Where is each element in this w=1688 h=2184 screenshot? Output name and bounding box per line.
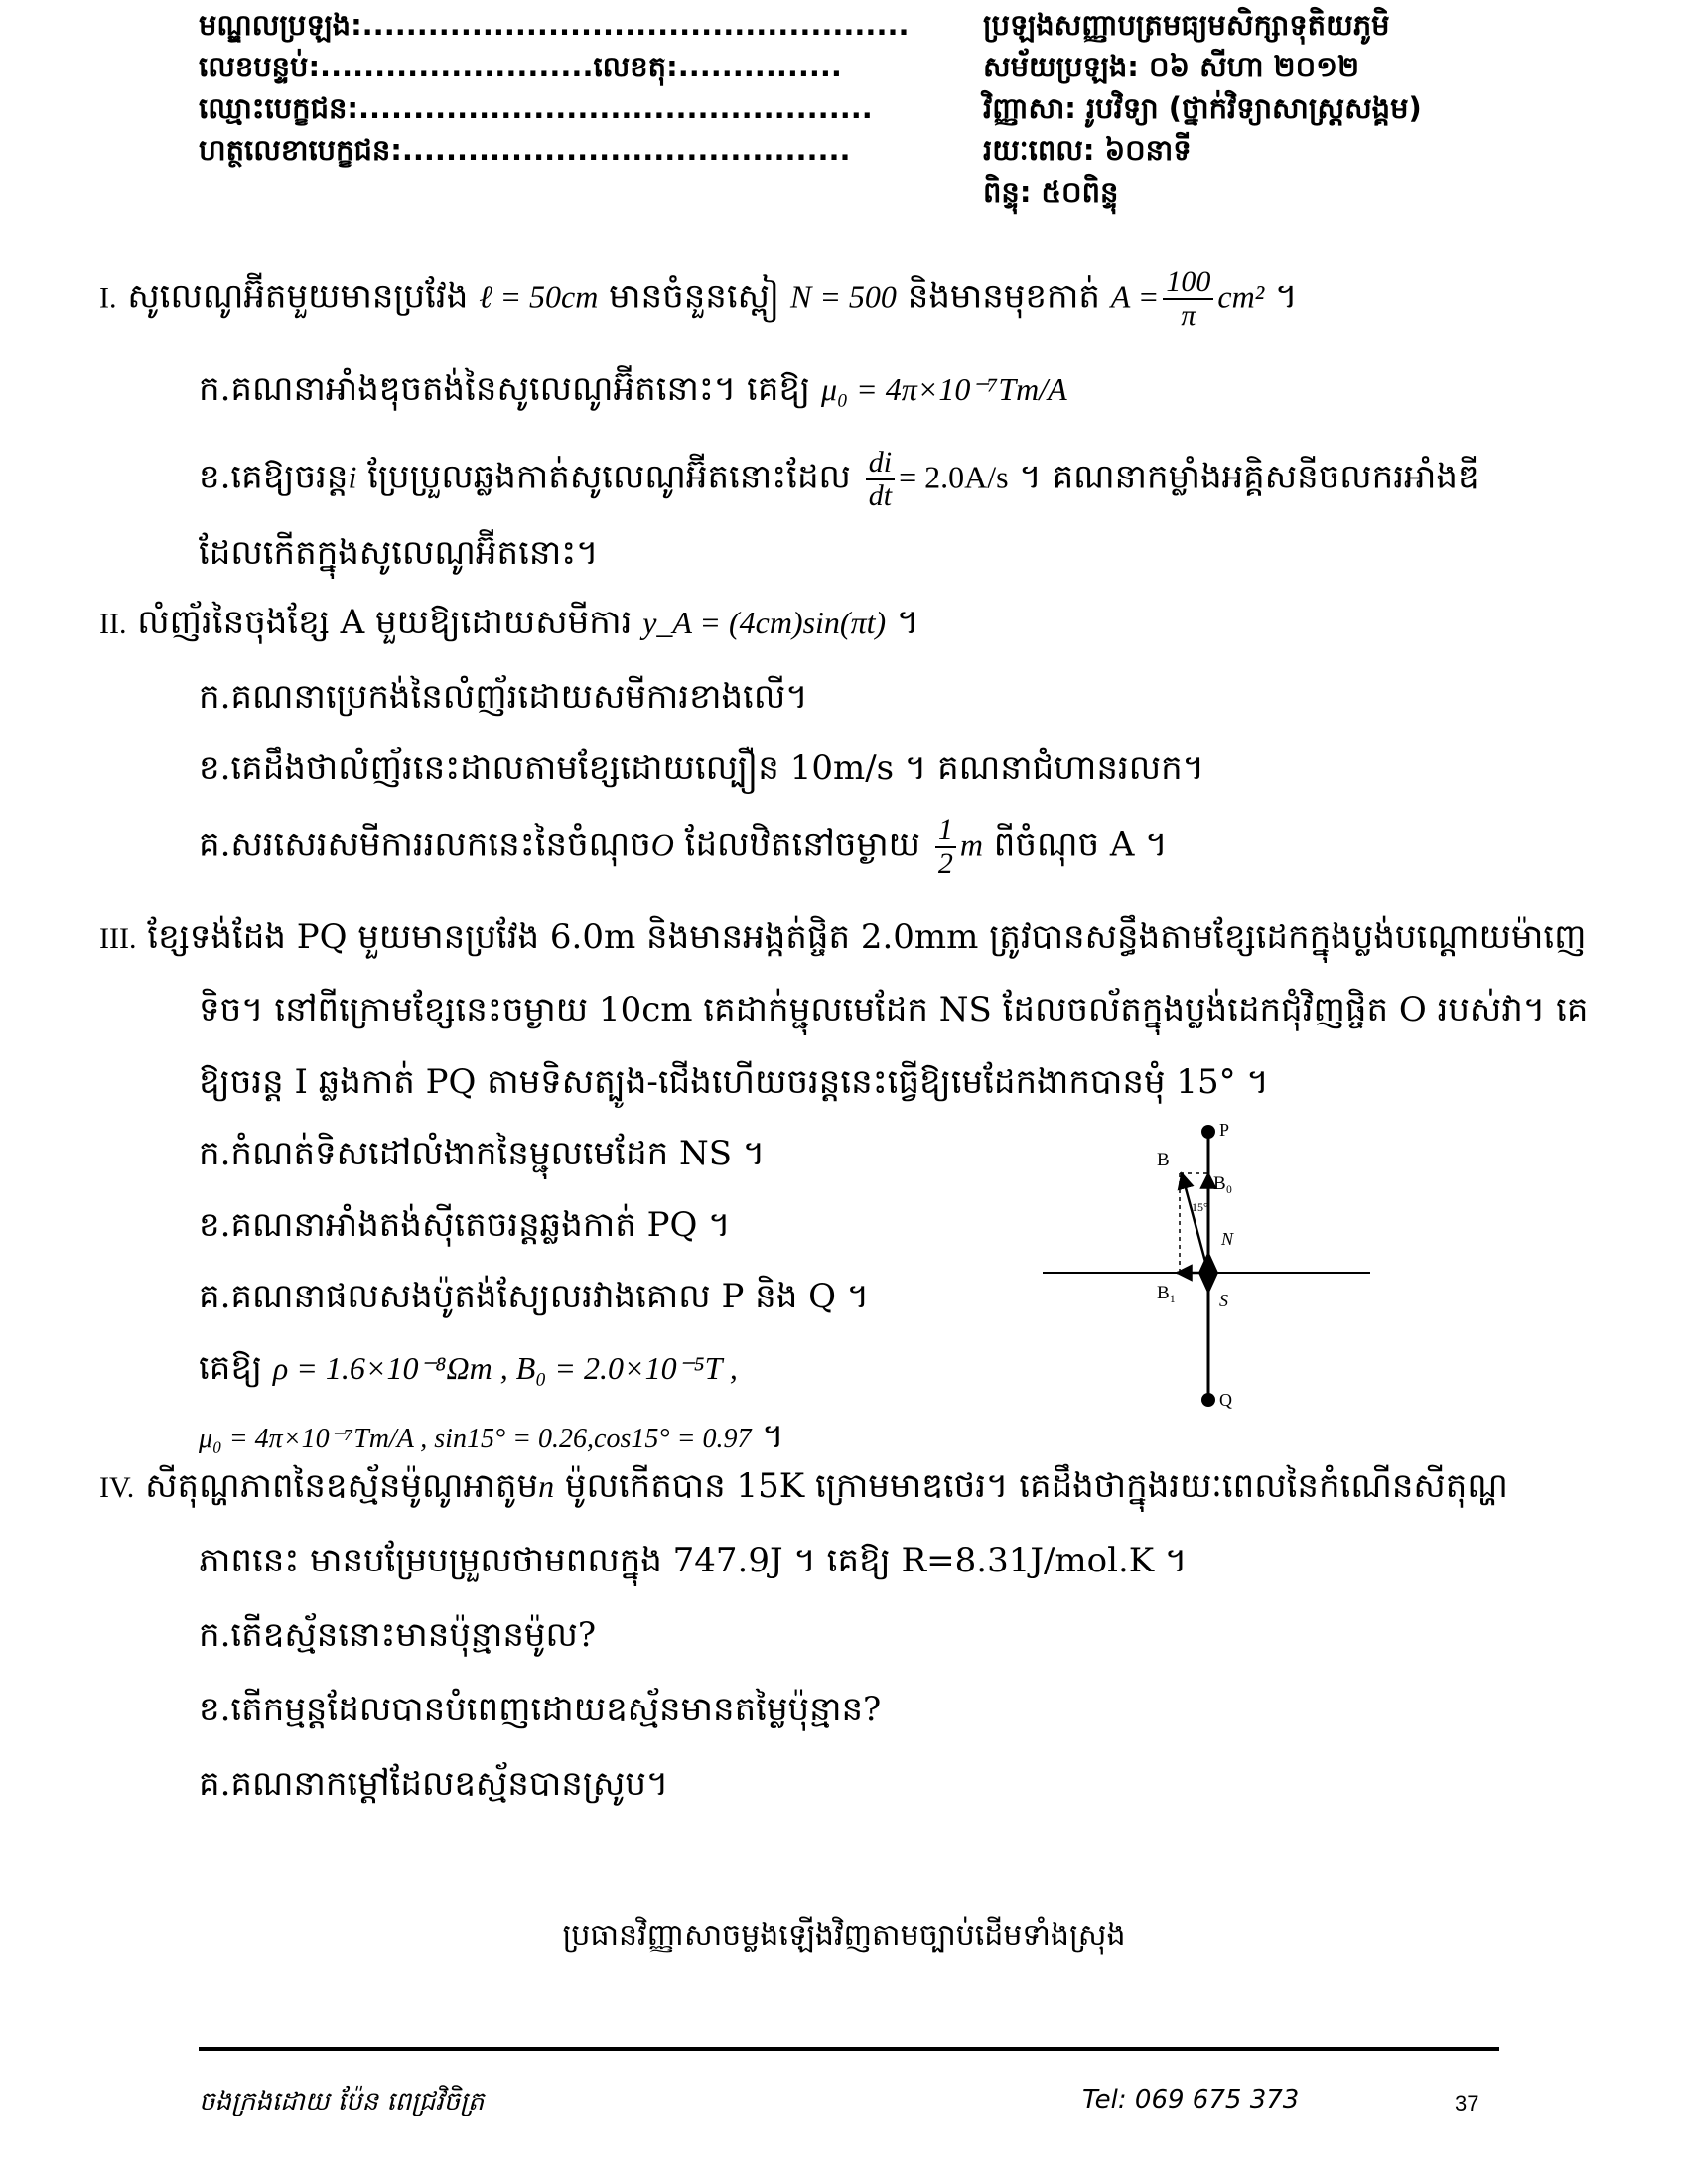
question-4-part-a: ក.តើឧស្ម័ននោះមានប៉ុន្មានម៉ូល? [199, 1615, 597, 1655]
area-fraction: $\frac{100}{\pi}$ [1163, 266, 1213, 331]
label-n: N [1221, 1229, 1234, 1249]
question-3-line-2: ទិច។ នៅពីក្រោមខ្សែនេះចម្ងាយ 10cm គេដាក់ម្ជុលមេដែក NS ដែលចល័តក្នុងប្លង់ដេកជុំវិញផ្ចិត O របស់វា។ គេ [199, 990, 1589, 1029]
question-3-line-1: III. ខ្សែទង់ដែង PQ មួយមានប្រវែង 6.0m និងមានអង្កត់ផ្ចិត 2.0mm ត្រូវបានសន្ធឹងតាមខ្សែដេកក្នុងប្លង់បណ្តោយម៉ាញេ [99, 917, 1587, 957]
exam-score: ពិន្ទុ: ៥០ពិន្ទុ [983, 175, 1119, 208]
footer-author: ចងក្រងដោយ ប៉ែន ពេជ្រវិចិត្រ [199, 2087, 485, 2116]
compass-needle-diagram [1033, 1112, 1390, 1430]
question-1-part-a: ក.គណនាអាំងឌុចតង់នៃសូលេណូអ៊ីតនោះ។ គេឱ្យ μ₀ = 4π×10⁻⁷Tm/A [199, 369, 1067, 409]
label-bo: B₀ [1213, 1173, 1233, 1194]
label-angle: 15° [1192, 1200, 1208, 1214]
label-b: B [1157, 1150, 1170, 1170]
label-q: Q [1219, 1390, 1232, 1410]
question-number: I. [99, 281, 117, 315]
half-fraction: $\frac{1}{2}$ [935, 814, 956, 879]
question-3-given-1: គេឱ្យ ρ = 1.6×10⁻⁸Ωm , B₀ = 2.0×10⁻⁵T , [199, 1348, 738, 1388]
exam-date: សម័យប្រឡង: ០៦ សីហា ២០១២ [983, 50, 1360, 83]
page-number: 37 [1455, 2091, 1479, 2116]
question-1-part-b-line2: ដែលកើតក្នុងសូលេណូអ៊ីតនោះ។ [199, 533, 599, 573]
question-2-part-b: ខ.គេដឹងថាលំញ័រនេះដាលតាមខ្សែដោយល្បឿន 10m/s ។ គណនាជំហានរលក។ [199, 749, 1205, 788]
candidate-signature-field: ហត្ថលេខាបេក្ខជន:......................................... [199, 133, 851, 167]
point-p [1201, 1125, 1215, 1139]
point-q [1201, 1393, 1215, 1407]
exam-center-field: មណ្ឌលប្រឡង:.................................................. [199, 8, 910, 42]
question-4-line-1: IV. សីតុណ្ហភាពនៃឧស្ម័នម៉ូណូអាតូមn ម៉ូលកើតបាន 15K ក្រោមមាឌថេរ។ គេដឹងថាក្នុងរយៈពេលនៃកំណើនសីតុណ្ហ [99, 1466, 1508, 1506]
question-1-intro: I. សូលេណូអ៊ីតមួយមានប្រវែង ℓ = 50cm មានចំនួនស្ពៀ N = 500 និងមានមុខកាត់ A = $\frac{100}{\pi}$ cm² ។ [99, 265, 1298, 332]
question-2-part-c: គ.សរសេរសមីការរលកនេះនៃចំណុចO ដែលឋិតនៅចម្ងាយ $\frac{1}{2}$ m ពីចំណុច A ។ [199, 813, 1168, 880]
label-s: S [1219, 1291, 1228, 1310]
vector-b [1182, 1173, 1208, 1273]
candidate-name-field: ឈ្មោះបេក្ខជន:............................................... [199, 91, 873, 125]
footer-rule [199, 2047, 1499, 2051]
exam-subject: វិញ្ញាសា: រូបវិទ្យា (ថ្នាក់វិទ្យាសាស្ត្រសង្គម) [983, 91, 1422, 125]
question-1-part-b: ខ.គេឱ្យចរន្តi ប្រែប្រួលឆ្លងកាត់សូលេណូអ៊ីតនោះដែល $\frac{di}{dt}$ = 2.0A/s ។ គណនាកម្លាំងអគ្គិសនីចលករអាំងឌី [199, 446, 1479, 512]
label-p: P [1219, 1120, 1230, 1140]
question-4-part-c: គ.គណនាកម្តៅដែលឧស្ម័នបានស្រូប។ [199, 1764, 669, 1804]
exam-duration: រយៈពេល: ៦០នាទី [983, 133, 1192, 167]
question-2-intro: II. លំញ័រនៃចុងខ្សែ A មួយឱ្យដោយសមីការ y_A = (4cm)sin(πt) ។ [99, 603, 919, 642]
label-b1: B₁ [1157, 1283, 1177, 1303]
question-3-part-b: ខ.គណនាអាំងតង់ស៊ីតេចរន្តឆ្លងកាត់ PQ ។ [199, 1205, 731, 1245]
footer-tel: Tel: 069 675 373 [1082, 2085, 1300, 2115]
question-3-given-2: μ₀ = 4π×10⁻⁷Tm/A , sin15° = 0.26,cos15° = 0.97 ។ [199, 1417, 784, 1456]
question-3-part-a: ក.កំណត់ទិសដៅលំងាកនៃម្ជុលមេដែក NS ។ [199, 1134, 766, 1173]
question-3-line-3: ឱ្យចរន្ត I ឆ្លងកាត់ PQ តាមទិសត្បូង-ជើងហើយចរន្តនេះធ្វើឱ្យមេដែកងាកបានមុំ 15° ។ [199, 1062, 1269, 1102]
question-2-part-a: ក.គណនាប្រេកង់នៃលំញ័រដោយសមីការខាងលើ។ [199, 677, 808, 717]
room-seat-field: លេខបន្ទប់:.........................លេខតុ:............... [199, 50, 842, 83]
question-4-line-2: ភាពនេះ មានបម្រែបម្រួលថាមពលក្នុង 747.9J ។ គេឱ្យ R=8.31J/mol.K ។ [199, 1541, 1188, 1580]
exam-title: ប្រឡងសញ្ញាបត្រមធ្យមសិក្សាទុតិយភូមិ [983, 8, 1390, 42]
copy-note: ប្រធានវិញ្ញាសាចម្លងឡើងវិញតាមច្បាប់ដើមទាំងស្រុង [562, 1918, 1126, 1953]
didt-fraction: $\frac{di}{dt}$ [866, 447, 895, 511]
question-4-part-b: ខ.តើកម្មន្តដែលបានបំពេញដោយឧស្ម័នមានតម្លៃប៉ុន្មាន? [199, 1690, 882, 1729]
question-3-part-c: គ.គណនាផលសងប៉ូតង់ស្យែលរវាងគោល P និង Q ។ [199, 1277, 870, 1316]
